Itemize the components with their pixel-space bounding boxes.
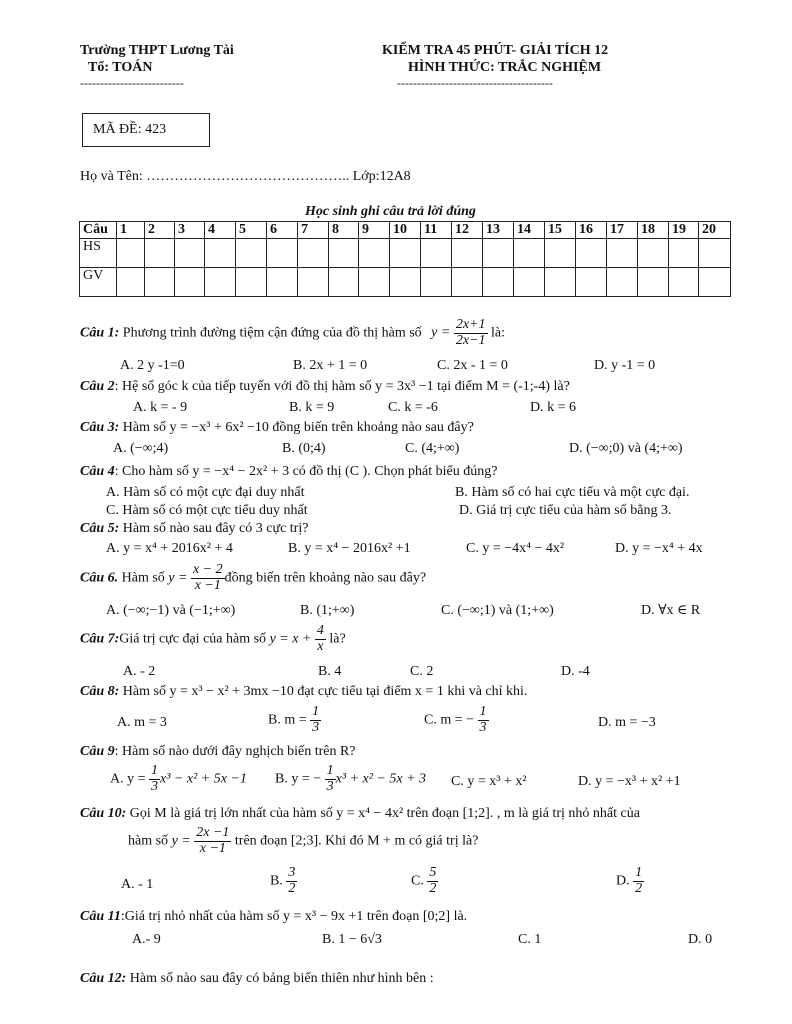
q10-b-den: 2	[288, 880, 296, 896]
exam-form: HÌNH THỨC: TRẮC NGHIỆM	[408, 60, 602, 75]
q11-option-a[interactable]: A.- 9	[132, 932, 161, 947]
q8-b-pre: B. m =	[268, 712, 307, 728]
q5-option-b[interactable]: B. y = x⁴ − 2016x² +1	[288, 541, 411, 556]
question-3	[80, 420, 474, 436]
answer-row-gv	[80, 268, 731, 297]
q4-label: Câu 4	[80, 464, 115, 479]
q8-c-den: 3	[479, 719, 487, 735]
answer-col-header: 13	[483, 222, 514, 239]
answer-header-row	[80, 222, 731, 239]
q10-c-pre: C.	[411, 873, 424, 889]
question-5	[80, 521, 308, 537]
question-4	[80, 464, 497, 480]
q3-option-a[interactable]: A. (−∞;4)	[113, 441, 169, 456]
q7-label: Câu 7:	[80, 631, 120, 647]
q9-a-post: x³ − x² + 5x −1	[160, 771, 247, 787]
gv-answer-cell[interactable]	[329, 268, 359, 297]
answer-col-header: 9	[359, 222, 390, 239]
q9-a-den: 3	[151, 778, 159, 794]
q10-d-den: 2	[635, 880, 643, 896]
hs-answer-cell[interactable]	[452, 239, 483, 268]
gv-answer-cell[interactable]	[607, 268, 638, 297]
q8-c-pre: C. m = −	[424, 712, 475, 728]
question-7	[80, 624, 346, 654]
q1-text: Phương trình đường tiệm cận đứng của đồ thị hàm số	[122, 325, 422, 341]
gv-answer-cell[interactable]	[576, 268, 607, 297]
q1-option-c[interactable]: C. 2x - 1 = 0	[437, 358, 508, 373]
answer-col-header: 16	[576, 222, 607, 239]
answer-col-header: 6	[267, 222, 298, 239]
q1-lhs: y =	[431, 325, 451, 341]
hs-answer-cell[interactable]	[576, 239, 607, 268]
exam-code-box	[82, 113, 210, 147]
question-11	[80, 909, 467, 925]
q6-den: x −1	[194, 577, 221, 593]
q9-option-b[interactable]	[275, 764, 426, 794]
q10-c-num: 5	[429, 865, 437, 880]
q1-tail: là:	[491, 325, 506, 341]
q6-fraction	[191, 563, 225, 593]
gv-answer-cell[interactable]	[545, 268, 576, 297]
department: Tổ: TOÁN	[88, 60, 153, 75]
q9-option-a[interactable]	[110, 764, 247, 794]
q9-b-post: x³ + x² − 5x + 3	[335, 771, 427, 787]
q1-option-a[interactable]: A. 2 y -1=0	[120, 358, 185, 373]
q10-num: 2x −1	[196, 825, 230, 840]
q10-d-num: 1	[635, 865, 643, 880]
q9-a-pre: A. y =	[110, 771, 146, 787]
q3-text: Hàm số y = −x³ + 6x² −10 đồng biến trên khoảng nào sau đây?	[119, 420, 474, 435]
hs-answer-cell[interactable]	[514, 239, 545, 268]
q7-option-b[interactable]: B. 4	[318, 664, 342, 679]
q10-text2b: trên đoạn [2;3]. Khi đó M + m có giá trị là?	[234, 833, 479, 849]
answer-col-header: 15	[545, 222, 576, 239]
gv-answer-cell[interactable]	[205, 268, 236, 297]
row-label-gv: GV	[80, 268, 117, 297]
q7-option-d[interactable]: D. -4	[561, 664, 590, 679]
q7-num: 4	[316, 623, 324, 638]
q6-num: x − 2	[192, 562, 223, 577]
q2-label: Câu 2	[80, 379, 115, 394]
answer-col-header: 18	[638, 222, 669, 239]
q2-option-b[interactable]: B. k = 9	[289, 400, 335, 415]
q3-option-b[interactable]: B. (0;4)	[282, 441, 326, 456]
q4-option-a[interactable]: A. Hàm số có một cực đại duy nhất	[106, 485, 305, 500]
answer-col-header: 14	[514, 222, 545, 239]
q10-d-pre: D.	[616, 873, 630, 889]
q5-option-a[interactable]: A. y = x⁴ + 2016x² + 4	[106, 541, 233, 556]
answer-col-header: 3	[175, 222, 205, 239]
gv-answer-cell[interactable]	[390, 268, 421, 297]
q6-option-c[interactable]: C. (−∞;1) và (1;+∞)	[441, 603, 554, 618]
q8-c-fraction	[478, 705, 489, 735]
q3-option-d[interactable]: D. (−∞;0) và (4;+∞)	[569, 441, 683, 456]
question-10	[80, 806, 640, 822]
q10-option-a[interactable]: A. - 1	[121, 877, 154, 892]
q10-c-den: 2	[429, 880, 437, 896]
answer-col-header: 17	[607, 222, 638, 239]
gv-answer-cell[interactable]	[669, 268, 699, 297]
q5-option-c[interactable]: C. y = −4x⁴ − 4x²	[466, 541, 565, 556]
hs-answer-cell[interactable]	[669, 239, 699, 268]
answer-col-header: 4	[205, 222, 236, 239]
q5-text: Hàm số nào sau đây có 3 cực trị?	[119, 521, 309, 536]
answer-col-header: 7	[298, 222, 329, 239]
q10-option-b[interactable]	[270, 866, 297, 896]
q6-option-a[interactable]: A. (−∞;−1) và (−1;+∞)	[106, 603, 236, 618]
answer-col-header: 20	[699, 222, 731, 239]
answer-row-hs	[80, 239, 731, 268]
q10-text: Gọi M là giá trị lớn nhất của hàm số y = x⁴ − 4x² trên đoạn [1;2]. , m là giá trị nhỏ nhất của	[126, 806, 640, 821]
q9-b-pre: B. y = −	[275, 771, 322, 787]
divider-right: ---------------------------------------	[397, 76, 553, 90]
gv-answer-cell[interactable]	[514, 268, 545, 297]
q10-b-pre: B.	[270, 873, 283, 889]
hs-answer-cell[interactable]	[607, 239, 638, 268]
gv-answer-cell[interactable]	[359, 268, 390, 297]
q10-option-d[interactable]	[616, 866, 644, 896]
question-1	[80, 318, 505, 348]
q10-option-c[interactable]	[411, 866, 438, 896]
q1-fraction	[454, 318, 488, 348]
gv-answer-cell[interactable]	[145, 268, 175, 297]
row-label-hs: HS	[80, 239, 117, 268]
q9-b-den: 3	[326, 778, 334, 794]
q10-fraction	[194, 826, 231, 856]
q2-option-a[interactable]: A. k = - 9	[133, 400, 188, 415]
q8-option-a[interactable]: A. m = 3	[117, 715, 167, 730]
q7-option-c[interactable]: C. 2	[410, 664, 434, 679]
hs-answer-cell[interactable]	[298, 239, 329, 268]
answer-col-header: 1	[117, 222, 145, 239]
hs-answer-cell[interactable]	[390, 239, 421, 268]
hs-answer-cell[interactable]	[638, 239, 669, 268]
divider-left: --------------------------	[80, 76, 184, 90]
question-12	[80, 971, 434, 987]
answer-col-header: 10	[390, 222, 421, 239]
q10-c-fraction	[427, 866, 438, 896]
answer-col-header: 11	[421, 222, 452, 239]
answer-sheet-title: Học sinh ghi câu trả lời đúng	[305, 204, 476, 219]
hs-answer-cell[interactable]	[236, 239, 267, 268]
q11-option-c[interactable]: C. 1	[518, 932, 542, 947]
q10-b-num: 3	[288, 865, 296, 880]
gv-answer-cell[interactable]	[421, 268, 452, 297]
q9-label: Câu 9	[80, 744, 115, 759]
q10-label: Câu 10:	[80, 806, 127, 821]
question-6	[80, 563, 426, 593]
hs-answer-cell[interactable]	[699, 239, 731, 268]
q8-option-d[interactable]: D. m = −3	[598, 715, 656, 730]
q11-option-d[interactable]: D. 0	[688, 932, 713, 947]
exam-code: MÃ ĐỀ: 423	[93, 122, 167, 137]
q11-option-b[interactable]: B. 1 − 6√3	[322, 932, 382, 947]
q1-num: 2x+1	[455, 317, 486, 332]
gv-answer-cell[interactable]	[452, 268, 483, 297]
gv-answer-cell[interactable]	[298, 268, 329, 297]
gv-answer-cell[interactable]	[175, 268, 205, 297]
q9-option-d[interactable]: D. y = −x³ + x² +1	[578, 774, 681, 789]
q10-text2a: hàm số	[128, 833, 172, 849]
q1-option-b[interactable]: B. 2x + 1 = 0	[293, 358, 368, 373]
hs-answer-cell[interactable]	[145, 239, 175, 268]
q8-label: Câu 8:	[80, 684, 120, 699]
q10-den: x −1	[199, 840, 226, 856]
hs-answer-cell[interactable]	[483, 239, 514, 268]
question-8	[80, 684, 527, 700]
q11-text: :Giá trị nhỏ nhất của hàm số y = x³ − 9x +1 trên đoạn [0;2] là.	[120, 909, 468, 924]
q8-b-den: 3	[312, 719, 320, 735]
q1-label: Câu 1:	[80, 325, 120, 341]
hs-answer-cell[interactable]	[175, 239, 205, 268]
q8-b-fraction	[310, 705, 321, 735]
q6-text: Hàm số	[118, 570, 169, 586]
q4-option-c[interactable]: C. Hàm số có một cực tiểu duy nhất	[106, 503, 308, 518]
q3-option-c[interactable]: C. (4;+∞)	[405, 441, 460, 456]
q8-option-c[interactable]	[424, 705, 489, 735]
answer-col-header: 2	[145, 222, 175, 239]
q3-label: Câu 3:	[80, 420, 120, 435]
hs-answer-cell[interactable]	[117, 239, 145, 268]
q7-fraction	[315, 624, 326, 654]
answer-col-header: 8	[329, 222, 359, 239]
q8-option-b[interactable]	[268, 705, 321, 735]
q7-den: x	[317, 638, 324, 654]
q6-lhs: y =	[168, 570, 188, 586]
q10-b-fraction	[286, 866, 297, 896]
answer-col-header: 5	[236, 222, 267, 239]
q4-option-d[interactable]: D. Giá trị cực tiểu của hàm số bằng 3.	[459, 503, 672, 518]
hs-answer-cell[interactable]	[359, 239, 390, 268]
q8-b-num: 1	[312, 704, 320, 719]
gv-answer-cell[interactable]	[267, 268, 298, 297]
q9-b-num: 1	[326, 763, 334, 778]
gv-answer-cell[interactable]	[117, 268, 145, 297]
q8-c-num: 1	[479, 704, 487, 719]
q1-option-d[interactable]: D. y -1 = 0	[594, 358, 656, 373]
exam-title: KIỂM TRA 45 PHÚT- GIẢI TÍCH 12	[382, 43, 609, 58]
q2-option-c[interactable]: C. k = -6	[388, 400, 438, 415]
q8-text: Hàm số y = x³ − x² + 3mx −10 đạt cực tiểu tại điểm x = 1 khi và chỉ khi.	[119, 684, 528, 699]
q2-text: : Hệ số góc k của tiếp tuyến với đồ thị hàm số y = 3x³ −1 tại điểm M = (-1;-4) là?	[114, 379, 570, 394]
q6-label: Câu 6.	[80, 570, 119, 586]
hs-answer-cell[interactable]	[267, 239, 298, 268]
q4-option-b[interactable]: B. Hàm số có hai cực tiểu và một cực đại.	[455, 485, 690, 500]
hs-answer-cell[interactable]	[421, 239, 452, 268]
q12-label: Câu 12:	[80, 971, 127, 986]
gv-answer-cell[interactable]	[699, 268, 731, 297]
q6-option-b[interactable]: B. (1;+∞)	[300, 603, 355, 618]
q6-tail: đồng biến trên khoảng nào sau đây?	[224, 570, 427, 586]
q4-text: : Cho hàm số y = −x⁴ − 2x² + 3 có đồ thị (C ). Chọn phát biểu đúng?	[114, 464, 498, 479]
q9-a-fraction	[149, 764, 160, 794]
q11-label: Câu 11	[80, 909, 121, 924]
q12-text: Hàm số nào sau đây có bảng biến thiên như hình bên :	[126, 971, 434, 986]
question-9	[80, 744, 356, 760]
hs-answer-cell[interactable]	[545, 239, 576, 268]
q1-den: 2x−1	[455, 332, 486, 348]
q5-option-d[interactable]: D. y = −x⁴ + 4x	[615, 541, 703, 556]
gv-answer-cell[interactable]	[638, 268, 669, 297]
q9-text: : Hàm số nào dưới đây nghịch biến trên R?	[114, 744, 356, 759]
hs-answer-cell[interactable]	[205, 239, 236, 268]
school-name: Trường THPT Lương Tài	[80, 43, 234, 58]
gv-answer-cell[interactable]	[483, 268, 514, 297]
question-2	[80, 379, 570, 395]
q9-option-c[interactable]: C. y = x³ + x²	[451, 774, 527, 789]
gv-answer-cell[interactable]	[236, 268, 267, 297]
student-name-line: Họ và Tên: …………………………………….. Lớp:12A8	[80, 169, 411, 184]
q2-option-d[interactable]: D. k = 6	[530, 400, 577, 415]
q6-option-d[interactable]: D. ∀x ∈ R	[641, 603, 701, 618]
answer-col-header: 12	[452, 222, 483, 239]
q10-d-fraction	[633, 866, 644, 896]
q9-a-num: 1	[151, 763, 159, 778]
q7-option-a[interactable]: A. - 2	[123, 664, 156, 679]
answer-col-header: 19	[669, 222, 699, 239]
q10-line-2	[128, 826, 478, 856]
q7-tail: là?	[329, 631, 346, 647]
q10-lhs: y =	[171, 833, 191, 849]
header-cau: Câu	[80, 222, 117, 239]
q5-label: Câu 5:	[80, 521, 120, 536]
q7-lhs: y = x +	[269, 631, 312, 647]
q7-text: Giá trị cực đại của hàm số	[119, 631, 270, 647]
hs-answer-cell[interactable]	[329, 239, 359, 268]
answer-sheet-table	[79, 221, 731, 297]
q9-b-fraction	[325, 764, 336, 794]
